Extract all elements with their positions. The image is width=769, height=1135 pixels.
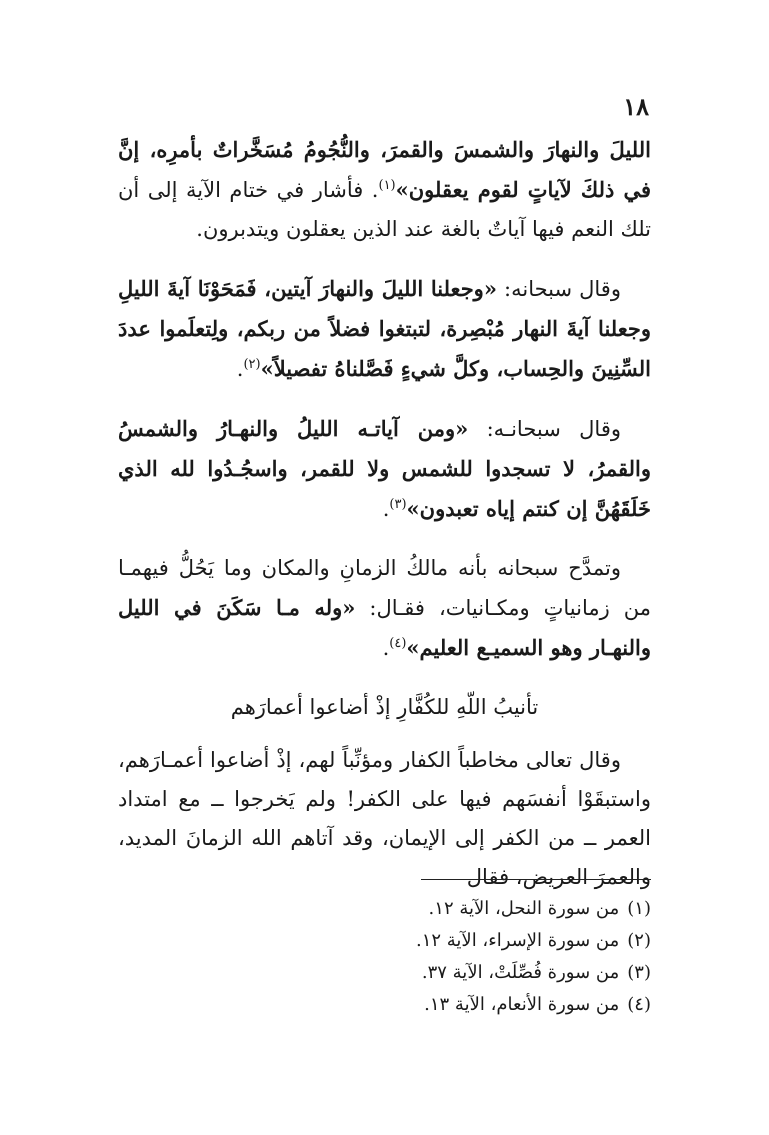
quran-quote: «وجعلنا الليلَ والنهارَ آيتين، فَمَحَوْنَا آيةَ الليلِ وجعلنا آيةَ النهار مُبْصِرة، لتبتغوا فضلاً من ربكم، ولِتعلَموا عددَ السِّنِينَ والحِساب، وكلَّ شيءٍ فَصَّلناهُ تفصيلاً» [118, 276, 651, 381]
paragraph-end: . [382, 497, 390, 521]
footnote-ref: (٣) [389, 497, 407, 512]
footnote-text: من سورة النحل، الآية ١٢. [428, 898, 620, 919]
footnote-number: (٤) [627, 994, 651, 1015]
paragraph-intro: وتمدَّح سبحانه بأنه مالكُ الزمانِ والمكان وما يَحُلُّ فيهمـا من زمانياتٍ ومكـانيات، فقـال: [118, 556, 651, 620]
footnote-separator [421, 879, 651, 880]
paragraph-end: . [382, 636, 390, 660]
paragraph-4 [118, 549, 651, 668]
footnotes [118, 893, 651, 1021]
footnote-ref: (١) [378, 178, 396, 193]
paragraph-2 [118, 269, 651, 389]
footnote-text: من سورة فُصِّلَتْ، الآية ٣٧. [421, 962, 620, 983]
footnote-2 [118, 925, 651, 957]
footnote-number: (٢) [627, 930, 651, 951]
footnote-3 [118, 957, 651, 989]
footnote-number: (١) [627, 898, 651, 919]
paragraph-intro: وقال سبحانـه: [468, 417, 621, 441]
paragraph-intro: وقال سبحانه: [496, 277, 621, 301]
quran-quote: «وله مـا سَكَنَ في الليل والنهـار وهو السميـع العليم» [118, 595, 651, 660]
footnote-text: من سورة الإسراء، الآية ١٢. [415, 930, 620, 951]
paragraph-text: . فأشار في ختام الآية إلى أن تلك النعم فيها آياتٌ بالغة عند الذين يعقلون ويتدبرون. [118, 178, 651, 241]
quran-quote: «ومن آياتـه الليلُ والنهـارُ والشمسُ والقمرُ، لا تسجدوا للشمس ولا للقمر، واسجُـدُوا لله الذي خَلَقَهُنَّ إن كنتم إياه تعبدون» [118, 416, 651, 521]
main-text [118, 130, 651, 917]
footnote-1 [118, 893, 651, 925]
section-heading: تأنيبُ اللّهِ للكُفَّارِ إذْ أضاعوا أعمارَهم [230, 695, 539, 719]
page-number: ١٨ [623, 92, 649, 121]
footnote-number: (٣) [627, 962, 651, 983]
footnote-text: من سورة الأنعام، الآية ١٣. [424, 994, 620, 1015]
quran-quote: الليلَ والنهارَ والشمسَ والقمرَ، والنُّجُومُ مُسَخَّراتٌ بأمرِه، إنَّ في ذلكَ لآياتٍ لقوم يعقلون» [118, 137, 652, 202]
paragraph-end: . [236, 357, 244, 381]
footnote-4 [118, 989, 651, 1021]
paragraph-3 [118, 409, 651, 529]
footnote-ref: (٢) [243, 357, 261, 372]
paragraph-1 [118, 130, 651, 249]
footnote-ref: (٤) [389, 636, 407, 651]
paragraph-5 [118, 741, 651, 897]
paragraph-text: وقال تعالى مخاطباً الكفار ومؤنِّباً لهم، إذْ أضاعوا أعمـارَهم، واستبقَوْا أنفسَهم فيها على الكفر! ولم يَخرجوا ــ مع امتداد العمر ــ من الكفر إلى الإيمان، وقد آتاهم الله الزمانَ المديد، والعمرَ العريض، فقال [118, 748, 651, 889]
